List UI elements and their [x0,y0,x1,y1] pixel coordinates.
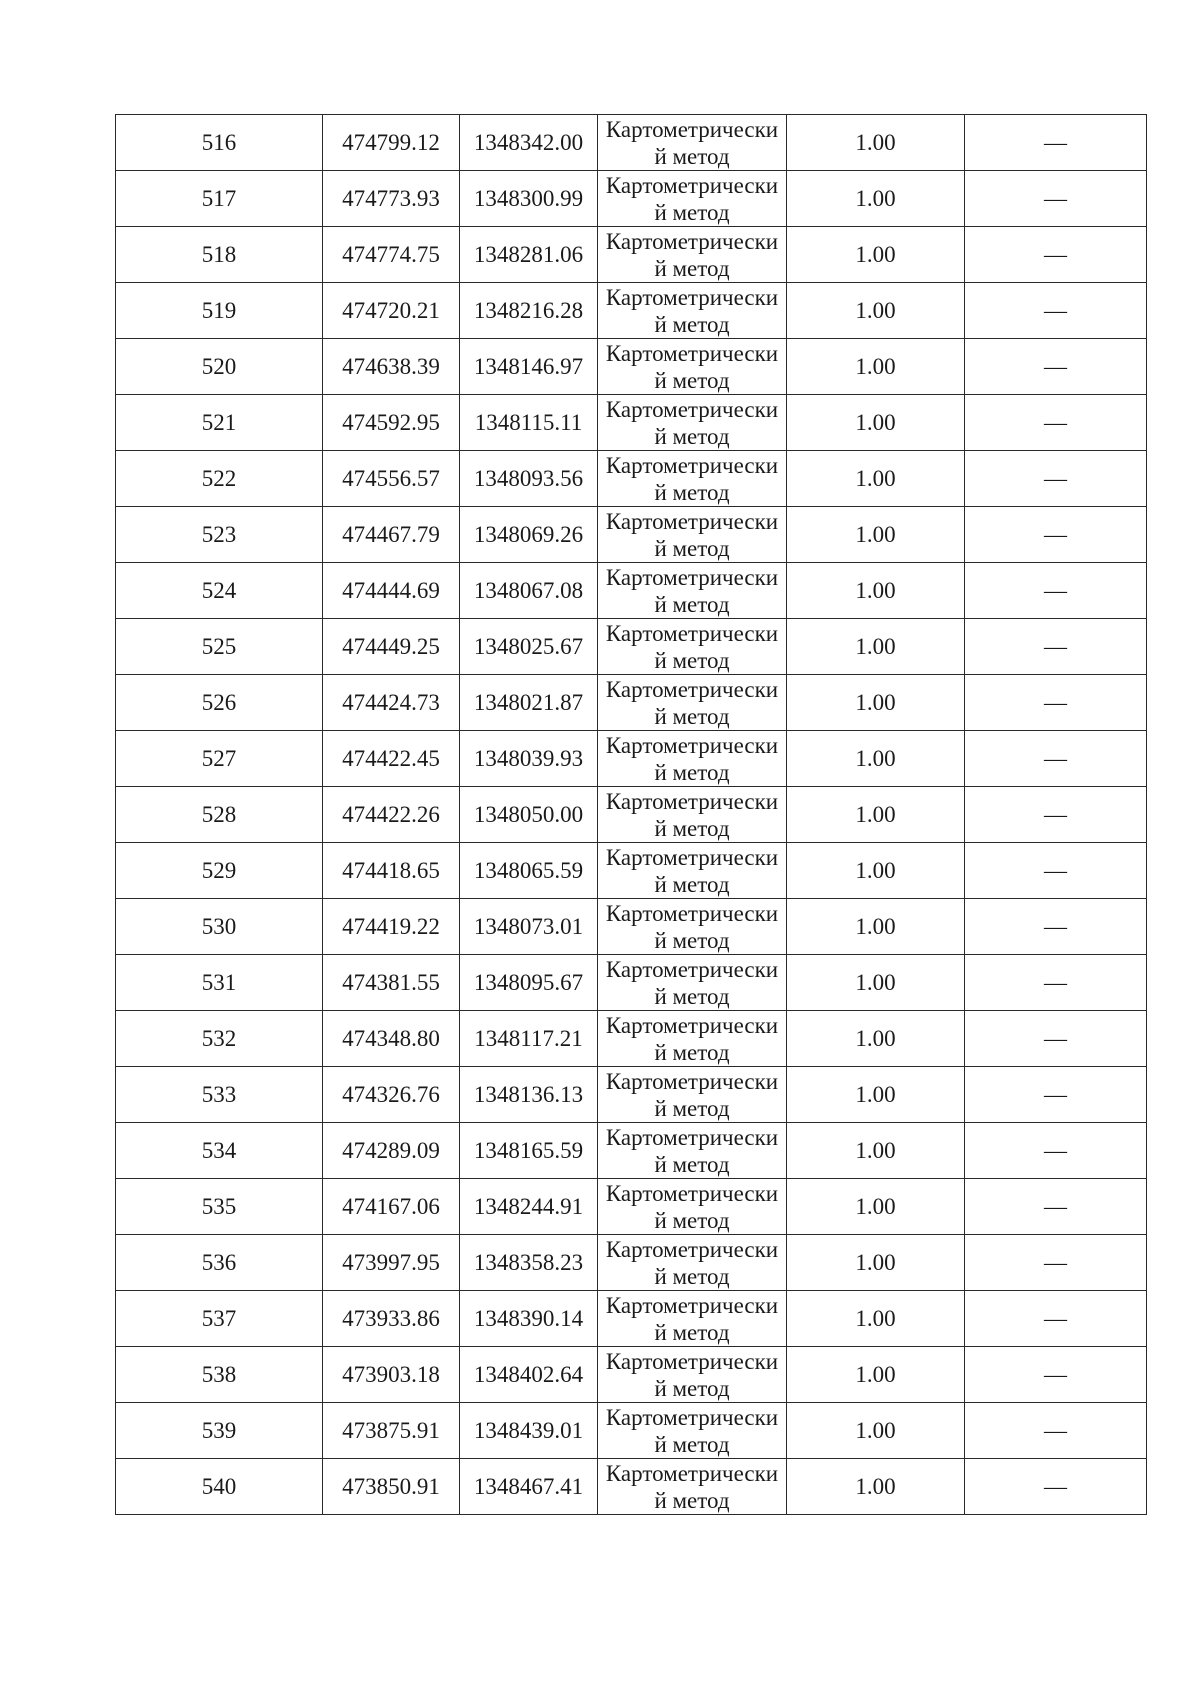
x-coordinate-cell: 474418.65 [323,843,460,899]
method-text-line-2: й метод [654,199,730,225]
y-coordinate-cell: 1348165.59 [460,1123,598,1179]
accuracy-cell: 1.00 [787,1291,965,1347]
method-cell [598,115,787,171]
point-number-cell: 529 [116,843,323,899]
description-cell: — [965,1067,1147,1123]
method-text-line-2: й метод [654,1095,730,1121]
method-text-line-1: Картометрически [605,1236,779,1262]
method-text-line-1: Картометрически [605,564,779,590]
method-text-line-2: й метод [654,1487,730,1513]
description-cell: — [965,283,1147,339]
method-cell [598,1403,787,1459]
accuracy-cell: 1.00 [787,507,965,563]
accuracy-cell: 1.00 [787,563,965,619]
y-coordinate-cell: 1348093.56 [460,451,598,507]
table-row [116,955,1147,1011]
description-cell: — [965,115,1147,171]
point-number-cell: 518 [116,227,323,283]
point-number-cell: 525 [116,619,323,675]
x-coordinate-cell: 474592.95 [323,395,460,451]
point-number-cell: 530 [116,899,323,955]
method-text-line-2: й метод [654,143,730,169]
method-cell [598,843,787,899]
table-row [116,1179,1147,1235]
x-coordinate-cell: 473850.91 [323,1459,460,1515]
point-number-cell: 523 [116,507,323,563]
point-number-cell: 521 [116,395,323,451]
y-coordinate-cell: 1348390.14 [460,1291,598,1347]
x-coordinate-cell: 474773.93 [323,171,460,227]
table-row [116,843,1147,899]
accuracy-cell: 1.00 [787,1235,965,1291]
x-coordinate-cell: 474449.25 [323,619,460,675]
accuracy-cell: 1.00 [787,1459,965,1515]
method-text-line-1: Картометрически [605,732,779,758]
method-cell [598,731,787,787]
point-number-cell: 536 [116,1235,323,1291]
accuracy-cell: 1.00 [787,787,965,843]
accuracy-cell: 1.00 [787,843,965,899]
table-row [116,507,1147,563]
description-cell: — [965,1179,1147,1235]
accuracy-cell: 1.00 [787,451,965,507]
y-coordinate-cell: 1348300.99 [460,171,598,227]
y-coordinate-cell: 1348069.26 [460,507,598,563]
description-cell: — [965,339,1147,395]
method-text-line-2: й метод [654,1151,730,1177]
accuracy-cell: 1.00 [787,227,965,283]
point-number-cell: 517 [116,171,323,227]
point-number-cell: 539 [116,1403,323,1459]
x-coordinate-cell: 474422.26 [323,787,460,843]
table-row [116,619,1147,675]
table-row [116,731,1147,787]
method-cell [598,1179,787,1235]
point-number-cell: 532 [116,1011,323,1067]
point-number-cell: 533 [116,1067,323,1123]
y-coordinate-cell: 1348244.91 [460,1179,598,1235]
accuracy-cell: 1.00 [787,283,965,339]
accuracy-cell: 1.00 [787,1123,965,1179]
y-coordinate-cell: 1348146.97 [460,339,598,395]
description-cell: — [965,451,1147,507]
description-cell: — [965,507,1147,563]
y-coordinate-cell: 1348067.08 [460,563,598,619]
method-text-line-1: Картометрически [605,1460,779,1486]
table-row [116,339,1147,395]
method-text-line-2: й метод [654,759,730,785]
table-row [116,1123,1147,1179]
y-coordinate-cell: 1348039.93 [460,731,598,787]
method-text-line-2: й метод [654,255,730,281]
method-text-line-2: й метод [654,927,730,953]
x-coordinate-cell: 473997.95 [323,1235,460,1291]
method-text-line-1: Картометрически [605,228,779,254]
method-cell [598,1347,787,1403]
y-coordinate-cell: 1348216.28 [460,283,598,339]
method-text-line-2: й метод [654,815,730,841]
method-text-line-1: Картометрически [605,116,779,142]
method-cell [598,619,787,675]
accuracy-cell: 1.00 [787,675,965,731]
method-text-line-1: Картометрически [605,1068,779,1094]
accuracy-cell: 1.00 [787,395,965,451]
point-number-cell: 526 [116,675,323,731]
x-coordinate-cell: 474381.55 [323,955,460,1011]
method-cell [598,171,787,227]
accuracy-cell: 1.00 [787,1011,965,1067]
method-cell [598,787,787,843]
method-cell [598,451,787,507]
table-row [116,675,1147,731]
point-number-cell: 531 [116,955,323,1011]
method-cell [598,675,787,731]
method-text-line-2: й метод [654,1263,730,1289]
point-number-cell: 527 [116,731,323,787]
description-cell: — [965,227,1147,283]
description-cell: — [965,1347,1147,1403]
table-row [116,1291,1147,1347]
description-cell: — [965,787,1147,843]
description-cell: — [965,1403,1147,1459]
method-text-line-2: й метод [654,535,730,561]
method-text-line-2: й метод [654,1207,730,1233]
x-coordinate-cell: 474422.45 [323,731,460,787]
x-coordinate-cell: 473903.18 [323,1347,460,1403]
point-number-cell: 537 [116,1291,323,1347]
method-text-line-2: й метод [654,1319,730,1345]
method-text-line-2: й метод [654,983,730,1009]
table-row [116,1347,1147,1403]
table-row [116,899,1147,955]
y-coordinate-cell: 1348467.41 [460,1459,598,1515]
method-text-line-2: й метод [654,1375,730,1401]
x-coordinate-cell: 474444.69 [323,563,460,619]
description-cell: — [965,843,1147,899]
description-cell: — [965,1291,1147,1347]
accuracy-cell: 1.00 [787,171,965,227]
table-row [116,451,1147,507]
table-row [116,171,1147,227]
accuracy-cell: 1.00 [787,899,965,955]
method-cell [598,1067,787,1123]
table-row [116,395,1147,451]
method-text-line-2: й метод [654,367,730,393]
method-text-line-2: й метод [654,703,730,729]
method-text-line-2: й метод [654,1431,730,1457]
description-cell: — [965,1011,1147,1067]
method-cell [598,899,787,955]
y-coordinate-cell: 1348402.64 [460,1347,598,1403]
point-number-cell: 520 [116,339,323,395]
table-row [116,227,1147,283]
method-cell [598,955,787,1011]
x-coordinate-cell: 474419.22 [323,899,460,955]
accuracy-cell: 1.00 [787,1347,965,1403]
method-text-line-1: Картометрически [605,340,779,366]
method-text-line-1: Картометрически [605,508,779,534]
accuracy-cell: 1.00 [787,1067,965,1123]
table-row [116,283,1147,339]
method-cell [598,1123,787,1179]
method-text-line-1: Картометрически [605,284,779,310]
method-cell [598,563,787,619]
method-cell [598,339,787,395]
point-number-cell: 524 [116,563,323,619]
y-coordinate-cell: 1348025.67 [460,619,598,675]
method-cell [598,283,787,339]
method-text-line-1: Картометрически [605,1180,779,1206]
table-row [116,1403,1147,1459]
method-cell [598,1011,787,1067]
method-text-line-1: Картометрически [605,620,779,646]
method-text-line-1: Картометрически [605,172,779,198]
point-number-cell: 535 [116,1179,323,1235]
method-text-line-1: Картометрически [605,1404,779,1430]
x-coordinate-cell: 474167.06 [323,1179,460,1235]
method-text-line-1: Картометрически [605,1348,779,1374]
accuracy-cell: 1.00 [787,1403,965,1459]
x-coordinate-cell: 474348.80 [323,1011,460,1067]
y-coordinate-cell: 1348050.00 [460,787,598,843]
x-coordinate-cell: 474774.75 [323,227,460,283]
y-coordinate-cell: 1348117.21 [460,1011,598,1067]
x-coordinate-cell: 474467.79 [323,507,460,563]
description-cell: — [965,395,1147,451]
y-coordinate-cell: 1348358.23 [460,1235,598,1291]
y-coordinate-cell: 1348342.00 [460,115,598,171]
y-coordinate-cell: 1348281.06 [460,227,598,283]
method-text-line-1: Картометрически [605,1124,779,1150]
description-cell: — [965,619,1147,675]
y-coordinate-cell: 1348021.87 [460,675,598,731]
description-cell: — [965,1459,1147,1515]
method-text-line-1: Картометрически [605,1012,779,1038]
table-row [116,563,1147,619]
y-coordinate-cell: 1348073.01 [460,899,598,955]
method-text-line-2: й метод [654,1039,730,1065]
method-text-line-2: й метод [654,647,730,673]
method-cell [598,1291,787,1347]
method-text-line-1: Картометрически [605,844,779,870]
method-text-line-1: Картометрически [605,788,779,814]
y-coordinate-cell: 1348095.67 [460,955,598,1011]
method-text-line-2: й метод [654,591,730,617]
point-number-cell: 522 [116,451,323,507]
method-cell [598,1235,787,1291]
table-row [116,1459,1147,1515]
description-cell: — [965,563,1147,619]
description-cell: — [965,171,1147,227]
method-text-line-1: Картометрически [605,676,779,702]
accuracy-cell: 1.00 [787,339,965,395]
y-coordinate-cell: 1348115.11 [460,395,598,451]
y-coordinate-cell: 1348439.01 [460,1403,598,1459]
point-number-cell: 534 [116,1123,323,1179]
accuracy-cell: 1.00 [787,1179,965,1235]
x-coordinate-cell: 473933.86 [323,1291,460,1347]
method-text-line-2: й метод [654,479,730,505]
point-number-cell: 540 [116,1459,323,1515]
table-row [116,787,1147,843]
accuracy-cell: 1.00 [787,955,965,1011]
coordinates-table [115,114,1147,1515]
y-coordinate-cell: 1348136.13 [460,1067,598,1123]
method-text-line-1: Картометрически [605,956,779,982]
point-number-cell: 516 [116,115,323,171]
table-row [116,1011,1147,1067]
table-row [116,1067,1147,1123]
x-coordinate-cell: 474638.39 [323,339,460,395]
method-text-line-2: й метод [654,871,730,897]
description-cell: — [965,1123,1147,1179]
point-number-cell: 528 [116,787,323,843]
description-cell: — [965,731,1147,787]
x-coordinate-cell: 474556.57 [323,451,460,507]
method-cell [598,1459,787,1515]
point-number-cell: 519 [116,283,323,339]
accuracy-cell: 1.00 [787,619,965,675]
coordinates-table-body [116,115,1147,1515]
description-cell: — [965,899,1147,955]
x-coordinate-cell: 473875.91 [323,1403,460,1459]
table-row [116,115,1147,171]
description-cell: — [965,955,1147,1011]
x-coordinate-cell: 474799.12 [323,115,460,171]
method-cell [598,227,787,283]
method-text-line-1: Картометрически [605,1292,779,1318]
description-cell: — [965,1235,1147,1291]
table-row [116,1235,1147,1291]
method-text-line-1: Картометрически [605,396,779,422]
point-number-cell: 538 [116,1347,323,1403]
method-text-line-2: й метод [654,423,730,449]
y-coordinate-cell: 1348065.59 [460,843,598,899]
x-coordinate-cell: 474289.09 [323,1123,460,1179]
x-coordinate-cell: 474424.73 [323,675,460,731]
method-text-line-1: Картометрически [605,452,779,478]
method-cell [598,507,787,563]
description-cell: — [965,675,1147,731]
accuracy-cell: 1.00 [787,115,965,171]
accuracy-cell: 1.00 [787,731,965,787]
method-text-line-2: й метод [654,311,730,337]
x-coordinate-cell: 474720.21 [323,283,460,339]
method-cell [598,395,787,451]
x-coordinate-cell: 474326.76 [323,1067,460,1123]
method-text-line-1: Картометрически [605,900,779,926]
